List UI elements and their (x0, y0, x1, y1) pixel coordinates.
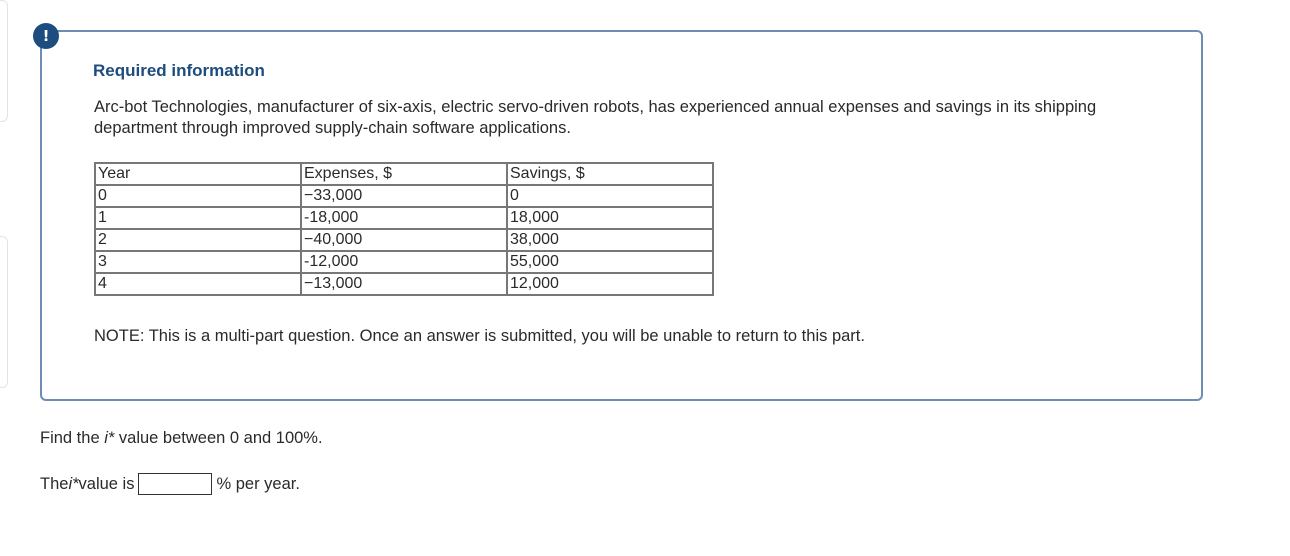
table-header-row (95, 163, 713, 185)
answer-row (40, 473, 300, 495)
prompt-variable: i* (104, 429, 115, 447)
cell-expenses: -18,000 (301, 207, 507, 229)
side-panel-edge (0, 0, 8, 122)
alert-icon: ! (33, 23, 59, 49)
question-prompt (40, 429, 323, 448)
answer-variable: i* (68, 474, 79, 493)
table-row (95, 229, 713, 251)
cell-expenses: −13,000 (301, 273, 507, 295)
cell-year: 3 (95, 251, 301, 273)
cell-savings: 18,000 (507, 207, 713, 229)
cell-year: 2 (95, 229, 301, 251)
cell-savings: 0 (507, 185, 713, 207)
side-panel-edge (0, 236, 8, 388)
header-savings: Savings, $ (507, 163, 713, 185)
cell-savings: 55,000 (507, 251, 713, 273)
answer-input[interactable] (138, 473, 212, 495)
cell-expenses: −40,000 (301, 229, 507, 251)
expenses-savings-table (94, 162, 714, 296)
cell-savings: 12,000 (507, 273, 713, 295)
cell-year: 0 (95, 185, 301, 207)
header-year: Year (95, 163, 301, 185)
answer-suffix: % per year. (216, 474, 300, 493)
table-row (95, 251, 713, 273)
cell-year: 4 (95, 273, 301, 295)
cell-savings: 38,000 (507, 229, 713, 251)
table-row (95, 273, 713, 295)
header-expenses: Expenses, $ (301, 163, 507, 185)
info-title: Required information (93, 61, 265, 80)
cell-expenses: -12,000 (301, 251, 507, 273)
multi-part-note: NOTE: This is a multi-part question. Once an answer is submitted, you will be unable to return to this part. (94, 327, 865, 345)
answer-label-pre: The (40, 474, 69, 493)
prompt-text-pre: Find the (40, 429, 105, 447)
intro-text: Arc-bot Technologies, manufacturer of six-axis, electric servo-driven robots, has experienced annual expenses and savings in its shipping department through improved supply-chain software applications. (94, 98, 1097, 137)
answer-label-mid: value is (78, 474, 135, 493)
cell-expenses: −33,000 (301, 185, 507, 207)
prompt-text-post: value between 0 and 100%. (114, 429, 323, 447)
table-row (95, 185, 713, 207)
cell-year: 1 (95, 207, 301, 229)
table-row (95, 207, 713, 229)
